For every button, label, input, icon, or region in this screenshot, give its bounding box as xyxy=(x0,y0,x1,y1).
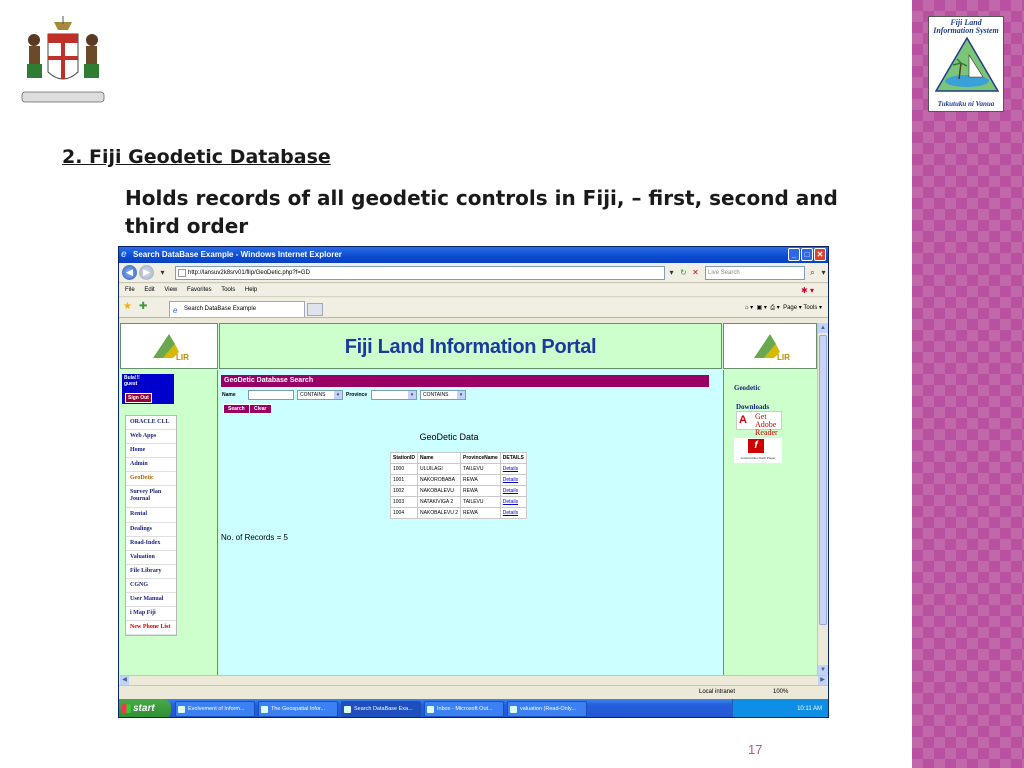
sidebar-item-file-library[interactable]: File Library xyxy=(126,565,176,579)
back-icon[interactable]: ◀ xyxy=(122,265,137,280)
feeds-icon[interactable]: ▣ ▾ xyxy=(756,305,767,311)
tab-bar xyxy=(119,298,828,318)
right-panel xyxy=(723,370,817,675)
sidebar-item-new-phone-list[interactable]: New Phone List xyxy=(126,621,176,635)
svg-text:LIR: LIR xyxy=(777,353,790,362)
menu-tools[interactable]: Tools xyxy=(221,287,236,293)
taskbar-item[interactable] xyxy=(424,701,504,717)
user-box xyxy=(122,374,174,404)
status-bar xyxy=(119,685,828,698)
clear-button[interactable]: Clear xyxy=(249,404,272,414)
sidebar-item-geodetic[interactable]: GeoDetic xyxy=(126,472,176,486)
flash-icon: f xyxy=(748,439,764,453)
address-bar xyxy=(119,263,828,283)
slide-heading: 2. Fiji Geodetic Database xyxy=(62,146,331,168)
zoom-level[interactable]: 100% xyxy=(773,689,789,695)
name-label: Name xyxy=(222,392,236,398)
taskbar-item[interactable] xyxy=(258,701,338,717)
window-title: Search DataBase Example - Windows Internet Explorer xyxy=(133,250,342,259)
home-icon[interactable]: ⌂ ▾ xyxy=(744,305,754,311)
browser-window xyxy=(118,246,829,718)
get-adobe-reader-button[interactable] xyxy=(736,411,782,437)
search-button[interactable]: Search xyxy=(223,404,250,414)
column-header-details: DETAILS xyxy=(500,453,526,464)
menu-bar xyxy=(119,284,828,297)
portal-sidebar xyxy=(120,370,218,675)
url-dropdown-icon[interactable]: ▾ xyxy=(669,268,674,277)
decorative-band xyxy=(912,0,1024,768)
new-tab-button[interactable] xyxy=(307,303,323,316)
province-cell: TAILEVU xyxy=(461,497,501,508)
window-titlebar xyxy=(119,247,828,263)
taskbar-item[interactable] xyxy=(175,701,255,717)
vertical-scrollbar[interactable] xyxy=(817,323,827,675)
table-row xyxy=(391,497,527,508)
user-greeting: Bula!!! xyxy=(124,375,140,381)
forward-icon[interactable]: ▶ xyxy=(139,265,154,280)
name-cell: ULUILAGI xyxy=(417,464,460,475)
details-link[interactable]: Details xyxy=(500,486,526,497)
station-id-cell: 1001 xyxy=(391,475,418,486)
url-input[interactable] xyxy=(175,266,665,280)
slide-number: 17 xyxy=(748,742,763,757)
station-id-cell: 1000 xyxy=(391,464,418,475)
start-label: start xyxy=(133,703,155,714)
maximize-icon[interactable]: □ xyxy=(801,248,813,261)
horizontal-scrollbar[interactable] xyxy=(120,675,827,684)
province-label: Province xyxy=(346,392,368,398)
page-tools-menu[interactable]: Page ▾ Tools ▾ xyxy=(783,305,822,311)
ie-icon xyxy=(344,706,351,713)
live-search-input[interactable]: Live Search xyxy=(705,266,805,280)
svg-text:LIR: LIR xyxy=(176,353,189,362)
table-row xyxy=(391,486,527,497)
menu-view[interactable]: View xyxy=(164,287,178,293)
print-icon[interactable]: ⎙ ▾ xyxy=(770,305,780,311)
task-label: Inbox - Microsoft Out... xyxy=(437,706,493,712)
menu-edit[interactable]: Edit xyxy=(144,287,155,293)
details-link[interactable]: Details xyxy=(500,497,526,508)
windows-flag-icon xyxy=(122,704,131,713)
province-operator-value: CONTAINS xyxy=(423,392,449,398)
toolbar-extra-icon[interactable]: ✱ ▾ xyxy=(801,286,814,295)
sidebar-item-rental[interactable]: Rental xyxy=(126,508,176,522)
scroll-left-icon[interactable]: ◀ xyxy=(120,676,129,685)
clock: 10:11 AM xyxy=(797,706,822,712)
taskbar-item[interactable] xyxy=(341,701,421,717)
name-operator-select[interactable] xyxy=(297,390,343,400)
menu-file[interactable]: File xyxy=(125,287,135,293)
document-icon xyxy=(510,706,517,713)
sidebar-item-valuation[interactable]: Valuation xyxy=(126,551,176,565)
province-cell: REWA xyxy=(461,486,501,497)
search-options-icon[interactable]: ▾ xyxy=(821,268,826,277)
menu-favorites[interactable]: Favorites xyxy=(186,287,212,293)
sidebar-menu xyxy=(125,415,177,636)
province-select[interactable] xyxy=(371,390,417,400)
close-icon[interactable]: ✕ xyxy=(814,248,826,261)
province-cell: TAILEVU xyxy=(461,464,501,475)
windows-taskbar xyxy=(119,699,828,718)
sidebar-item-cgng[interactable]: CGNG xyxy=(126,579,176,593)
name-input[interactable] xyxy=(248,390,294,400)
web-content xyxy=(120,323,817,675)
data-title: GeoDetic Data xyxy=(419,432,479,442)
sidebar-item-dealings[interactable]: Dealings xyxy=(126,523,176,537)
province-cell: REWA xyxy=(461,508,501,519)
flash-player-button[interactable] xyxy=(734,438,782,463)
scroll-right-icon[interactable]: ▶ xyxy=(818,676,827,685)
tab-label: Search DataBase Example xyxy=(184,306,257,312)
sidebar-item-home[interactable]: Home xyxy=(126,444,176,458)
table-row xyxy=(391,508,527,519)
chevron-down-icon: ▾ xyxy=(334,391,342,399)
scroll-up-icon[interactable]: ▲ xyxy=(818,323,828,333)
minimize-icon[interactable]: _ xyxy=(788,248,800,261)
search-panel-header: GeoDetic Database Search xyxy=(221,375,709,387)
search-panel xyxy=(219,370,723,675)
task-label: Search DataBase Exa... xyxy=(354,706,413,712)
column-header-province: ProvinceName xyxy=(461,453,501,464)
header-logo-left xyxy=(120,323,218,369)
sidebar-item-road-index[interactable]: Road-Index xyxy=(126,537,176,551)
start-button[interactable] xyxy=(119,699,171,718)
details-link[interactable]: Details xyxy=(500,464,526,475)
ie-icon: e xyxy=(121,249,127,260)
search-icon[interactable]: ⌕ xyxy=(810,268,815,277)
portal-header xyxy=(219,323,722,369)
url-text: http://lansuv2k8srv01/flip/GeoDetic.php?f=GD xyxy=(188,270,310,276)
taskbar-item[interactable] xyxy=(507,701,587,717)
task-label: The Geospatial Infor... xyxy=(271,706,326,712)
task-label: Evolvement of Inform... xyxy=(188,706,245,712)
document-icon xyxy=(261,706,268,713)
sidebar-item-oracle-cll[interactable]: ORACLE CLL xyxy=(126,416,176,430)
refresh-icon[interactable]: ↻ xyxy=(680,268,687,277)
table-row xyxy=(391,464,527,475)
flash-caption: Install Adobe Flash Player xyxy=(740,456,776,460)
page-icon xyxy=(178,269,186,277)
geodetic-link[interactable]: Geodetic xyxy=(734,384,761,392)
downloads-label: Downloads xyxy=(736,403,770,411)
station-id-cell: 1002 xyxy=(391,486,418,497)
command-bar xyxy=(745,302,822,314)
fils-logo: Fiji Land Information System Tukutuku ni Vanua xyxy=(928,16,1004,112)
record-count: No. of Records = 5 xyxy=(221,533,288,542)
tab-search-database[interactable] xyxy=(169,301,305,317)
system-tray xyxy=(732,699,828,718)
adobe-reader-label: Get Adobe Reader xyxy=(755,412,778,437)
menu-help[interactable]: Help xyxy=(244,287,258,293)
name-cell: NAKOBALEVU xyxy=(417,486,460,497)
sidebar-item-user-manual[interactable]: User Manual xyxy=(126,593,176,607)
history-dropdown-icon[interactable]: ▾ xyxy=(160,268,165,277)
column-header-station-id: StationID xyxy=(391,453,418,464)
table-row xyxy=(391,475,527,486)
security-zone: Local intranet xyxy=(699,689,736,695)
lir-logo-right-icon xyxy=(750,330,790,364)
user-name: guest xyxy=(124,381,138,387)
name-cell: NAKOROBABA xyxy=(417,475,460,486)
island-emblem-icon xyxy=(935,37,999,95)
fiji-coat-of-arms-icon xyxy=(14,14,112,112)
task-label: valuation (Read-Only... xyxy=(520,706,576,712)
header-logo-right xyxy=(723,323,817,369)
slide-subtext: Holds records of all geodetic controls in Fiji, – first, second and third order xyxy=(125,186,838,238)
adobe-icon: A xyxy=(739,414,747,426)
lir-logo-icon xyxy=(149,330,189,364)
station-id-cell: 1004 xyxy=(391,508,418,519)
details-link[interactable]: Details xyxy=(500,508,526,519)
portal-title: Fiji Land Information Portal xyxy=(344,336,597,358)
scroll-down-icon[interactable]: ▼ xyxy=(818,665,828,675)
document-icon xyxy=(178,706,185,713)
sidebar-item-survey-plan-journal[interactable]: Survey Plan Journal xyxy=(126,486,176,508)
sign-out-button[interactable]: Sign Out xyxy=(125,393,152,403)
province-operator-select[interactable] xyxy=(420,390,466,400)
favorites-star-icon[interactable]: ★ xyxy=(123,301,132,312)
name-cell: NATAKIVIGA 2 xyxy=(417,497,460,508)
stop-icon[interactable]: ✕ xyxy=(692,268,699,277)
tab-ie-icon: e xyxy=(173,306,178,315)
scroll-thumb[interactable] xyxy=(819,335,827,625)
add-favorite-icon[interactable]: ✚ xyxy=(139,301,148,312)
details-link[interactable]: Details xyxy=(500,475,526,486)
name-operator-value: CONTAINS xyxy=(300,392,326,398)
station-id-cell: 1003 xyxy=(391,497,418,508)
chevron-down-icon: ▾ xyxy=(457,391,465,399)
province-cell: REWA xyxy=(461,475,501,486)
sidebar-item-imap-fiji[interactable]: i Map Fiji xyxy=(126,607,176,621)
sidebar-item-admin[interactable]: Admin xyxy=(126,458,176,472)
name-cell: NAKOBALEVU 2 xyxy=(417,508,460,519)
sidebar-item-web-apps[interactable]: Web Apps xyxy=(126,430,176,444)
chevron-down-icon: ▾ xyxy=(408,391,416,399)
outlook-icon xyxy=(427,706,434,713)
geodetic-data-table xyxy=(390,452,527,519)
column-header-name: Name xyxy=(417,453,460,464)
